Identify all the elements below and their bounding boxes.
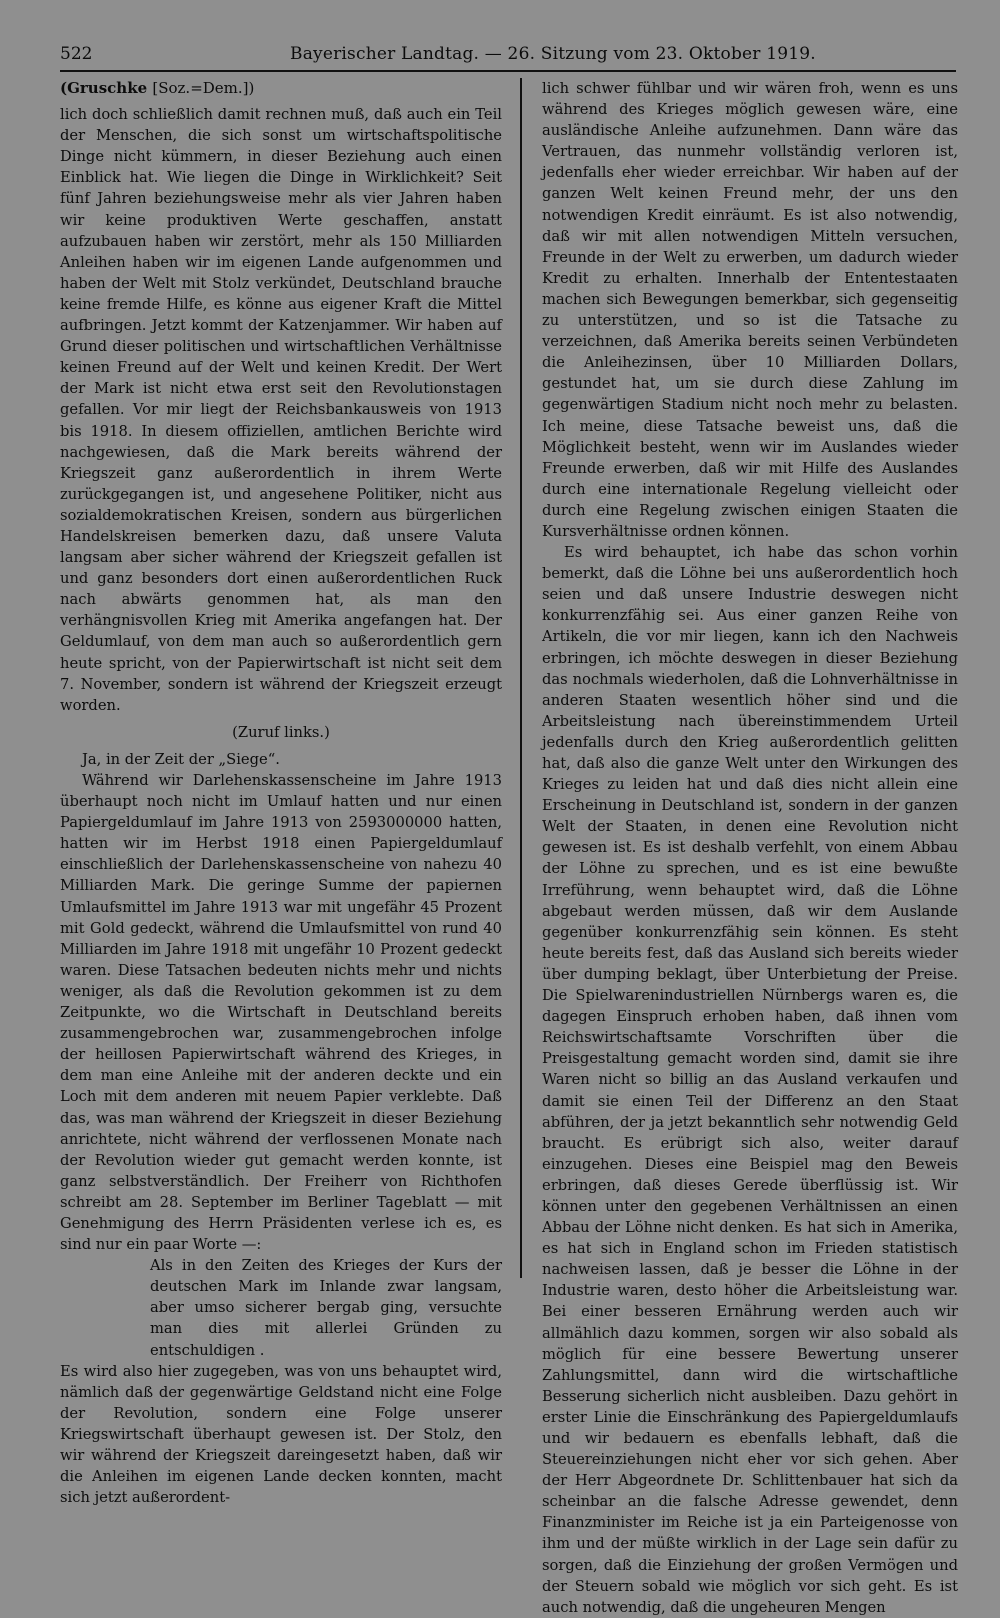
speaker-name: (Gruschke bbox=[60, 79, 148, 97]
right-column bbox=[542, 78, 958, 1618]
left-column bbox=[60, 78, 502, 1508]
column-divider bbox=[520, 78, 522, 1278]
paragraph: Es wird behauptet, ich habe das schon vorhin bemerkt, daß die Löhne bei uns außerordentlich hoch seien und daß unsere Industrie deswegen nicht konkurrenzfähig sei. Aus einer ganzen Reihe von Artikeln, die vor mir liegen, kann ich den Nachweis erbringen, ich möchte deswegen in dieser Beziehung das nochmals wiederholen, daß die Lohnverhältnisse in anderen Staaten wesentlich höher sind und die Arbeitsleistung nach übereinstimmendem Urteil jedenfalls durch den Krieg außerordentlich gelitten hat, daß also die ganze Welt unter den Wirkungen des Krieges zu leiden hat und daß dies nicht allein eine Erscheinung in Deutschland ist, sondern in der ganzen Welt der Staaten, in denen eine Revolution nicht gewesen ist. Es ist deshalb verfehlt, von einem Abbau der Löhne zu sprechen, und es ist eine bewußte Irreführung, wenn behauptet wird, daß die Löhne abgebaut werden müssen, daß wir dem Auslande gegenüber konkurrenzfähig sein können. Es steht heute bereits fest, daß das Ausland sich bereits wieder über dumping beklagt, über Unterbietung der Preise. Die Spielwarenindustriellen Nürnbergs waren es, die dagegen Einspruch erhoben haben, daß ihnen vom Reichswirtschaftsamte Vorschriften über die Preisgestaltung gemacht worden sind, damit sie ihre Waren nicht so billig an das Ausland verkaufen und damit sie einen Teil der Differenz an den Staat abführen, der ja jetzt bekanntlich sehr notwendig Geld braucht. Es erübrigt sich also, weiter darauf einzugehen. Dieses eine Beispiel mag den Beweis erbringen, daß dieses Gerede überflüssig ist. Wir können unter den gegebenen Verhältnissen an einen Abbau der Löhne nicht denken. Es hat sich in Amerika, es hat sich in England schon im Frieden statistisch nachweisen lassen, daß je besser die Löhne in der Industrie waren, desto höher die Arbeitsleistung war. Bei einer besseren Ernährung werden auch wir allmählich dazu kommen, sorgen wir also sobald als möglich für eine bessere Bewertung unserer Zahlungsmittel, dann wird die wirtschaftliche Besserung sicherlich nicht ausbleiben. Dazu gehört in erster Linie die Einschränkung des Papiergeldumlaufs und wir bedauern es ebenfalls lebhaft, daß die Steuereinziehungen nicht eher vor sich gehen. Aber der Herr Abgeordnete Dr. Schlittenbauer hat sich da scheinbar an die falsche Adresse gewendet, denn Finanzminister im Reiche ist ja ein Parteigenosse von ihm und der müßte wirklich in der Lage sein dafür zu sorgen, daß die Einziehung der großen Vermögen und der Steuern sobald wie möglich vor sich geht. Es ist auch notwendig, daß die ungeheuren Mengen bbox=[542, 544, 958, 1616]
paragraph: lich schwer fühlbar und wir wären froh, wenn es uns während des Krieges möglich gewesen wäre, eine ausländische Anleihe aufzunehmen. Dann wäre das Vertrauen, das nunmehr vollständig verloren ist, jedenfalls eher wieder erreichbar. Wir haben auf der ganzen Welt keinen Freund mehr, der uns den notwendigen Kredit einräumt. Es ist also notwendig, daß wir mit allen notwendigen Mitteln versuchen, Freunde in der Welt zu erwerben, um dadurch wieder Kredit zu erhalten. Innerhalb der Ententestaaten machen sich Bewegungen bemerkbar, sich gegenseitig zu unterstützen, und so ist die Tatsache zu verzeichnen, daß Amerika bereits seinen Verbündeten die Anleihezinsen, über 10 Milliarden Dollars, gestundet hat, um sie durch diese Zahlung im gegenwärtigen Stadium nicht noch mehr zu belasten. Ich meine, diese Tatsache beweist uns, daß die Möglichkeit besteht, wenn wir im Auslandes wieder Freunde erwerben, daß wir mit Hilfe des Auslandes durch eine internationale Regelung vielleicht oder durch eine Regelung zwischen einigen Staaten die Kursverhältnisse ordnen können. bbox=[542, 80, 958, 540]
block-quote: Als in den Zeiten des Krieges der Kurs der deutschen Mark im Inlande zwar langsam, aber umso sicherer bergab ging, versuchte man dies mit allerlei Gründen zu entschuldigen . bbox=[150, 1257, 502, 1359]
speaker-label bbox=[60, 78, 502, 99]
speaker-party: [Soz.=Dem.]) bbox=[152, 79, 255, 97]
interjection: (Zuruf links.) bbox=[232, 723, 330, 741]
paragraph: Ja, in der Zeit der „Siege“. bbox=[82, 750, 280, 768]
paragraph: lich doch schließlich damit rechnen muß, daß auch ein Teil der Menschen, die sich sonst um wirtschaftspolitische Dinge nicht kümmern, in dieser Beziehung auch einen Einblick hat. Wie liegen die Dinge in Wirklichkeit? Seit fünf Jahren beziehungsweise mehr als vier Jahren haben wir keine produktiven Werte geschaffen, anstatt aufzubauen haben wir zerstört, mehr als 150 Milliarden Anleihen haben wir im eigenen Lande aufgenommen und haben der Welt mit Stolz verkündet, Deutschland brauche keine fremde Hilfe, es könne aus eigener Kraft die Mittel aufbringen. Jetzt kommt der Katzenjammer. Wir haben auf Grund dieser politischen und wirtschaftlichen Verhältnisse keinen Freund auf der Welt und keinen Kredit. Der Wert der Mark ist nicht etwa erst seit den Revolutionstagen gefallen. Vor mir liegt der Reichsbankausweis von 1913 bis 1918. In diesem offiziellen, amtlichen Berichte wird nachgewiesen, daß die Mark bereits während der Kriegszeit ganz außerordentlich in ihrem Werte zurückgegangen ist, und angesehene Politiker, nicht aus sozialdemokratischen Kreisen, sondern aus bürgerlichen Handelskreisen bemerken dazu, daß unsere Valuta langsam aber sicher während der Kriegszeit gefallen ist und ganz besonders dort einen außerordentlichen Ruck nach abwärts genommen hat, als man den verhängnisvollen Krieg mit Amerika angefangen hat. Der Geldumlauf, von dem man auch so außerordentlich gern heute spricht, von der Papierwirtschaft ist nicht seit dem 7. November, sondern ist während der Kriegszeit erzeugt worden. bbox=[60, 106, 502, 714]
paragraph: Während wir Darlehenskassenscheine im Jahre 1913 überhaupt noch nicht im Umlauf hatten und nur einen Papiergeldumlauf im Jahre 1913 von 2593000000 hatten, hatten wir im Herbst 1918 einen Papiergeldumlauf einschließlich der Darlehenskassenscheine von nahezu 40 Milliarden Mark. Die geringe Summe der papiernen Umlaufsmittel im Jahre 1913 war mit ungefähr 45 Prozent mit Gold gedeckt, während die Umlaufsmittel von rund 40 Milliarden im Jahre 1918 mit ungefähr 10 Prozent gedeckt waren. Diese Tatsachen bedeuten nichts mehr und nichts weniger, als daß die Revolution gekommen ist zu dem Zeitpunkte, wo die Wirtschaft in Deutschland bereits zusammengebrochen war, zusammengebrochen infolge der heillosen Papierwirtschaft während des Krieges, in dem man eine Anleihe mit der anderen deckte und ein Loch mit dem anderen mit neuem Papier verklebte. Daß das, was man während der Kriegszeit in dieser Beziehung anrichtete, nicht während der verflossenen Monate nach der Revolution wieder gut gemacht werden konnte, ist ganz selbstverständlich. Der Freiherr von Richthofen schreibt am 28. September im Berliner Tageblatt — mit Genehmigung des Herrn Präsidenten verlese ich es, es sind nur ein paar Worte —: bbox=[60, 772, 502, 1254]
paragraph: Es wird also hier zugegeben, was von uns behauptet wird, nämlich daß der gegenwärtige Geldstand nicht eine Folge der Revolution, sondern eine Folge unserer Kriegswirtschaft überhaupt gewesen ist. Der Stolz, den wir während der Kriegszeit dareingesetzt haben, daß wir die Anleihen im eigenen Lande decken konnten, macht sich jetzt außerordent- bbox=[60, 1362, 502, 1507]
page-header bbox=[60, 40, 956, 72]
page-number: 522 bbox=[60, 44, 93, 64]
running-title: Bayerischer Landtag. — 26. Sitzung vom 23. Oktober 1919. bbox=[290, 44, 816, 64]
